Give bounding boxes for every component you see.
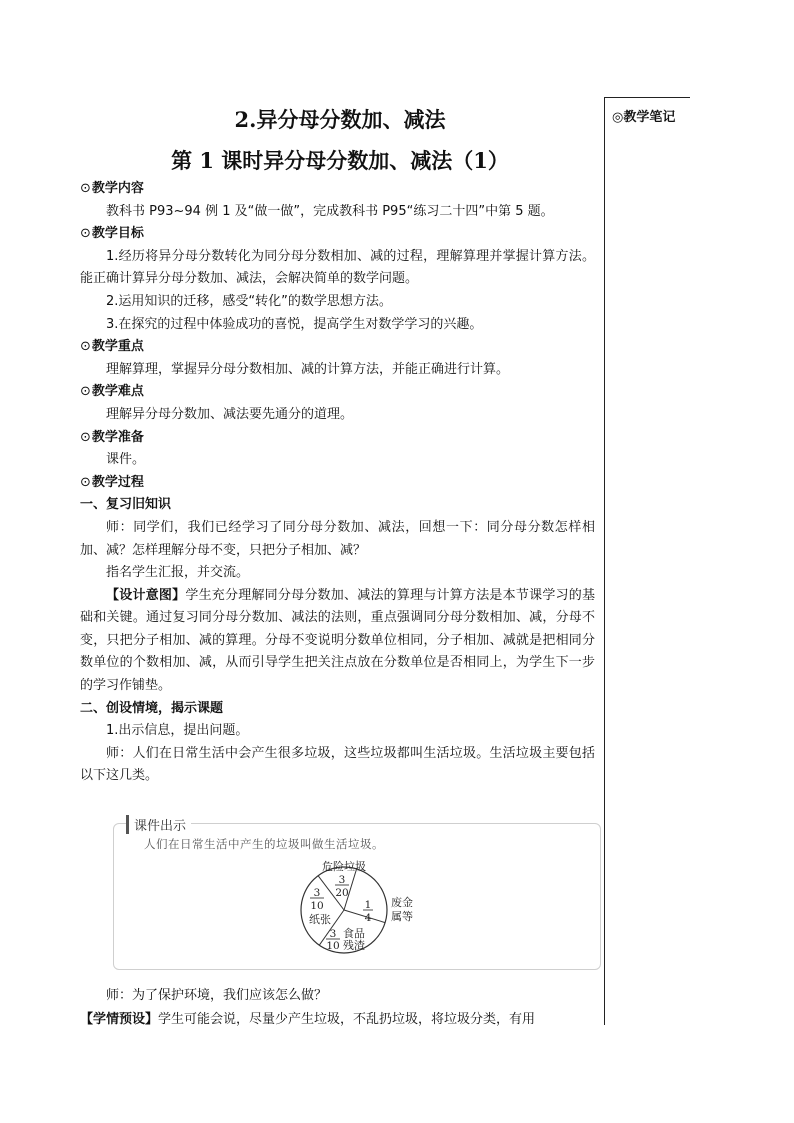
situation-preview-label: 【学情预设】 <box>80 1012 159 1027</box>
after-paragraph-1: 师：为了保护环境，我们应该怎么做？ <box>106 988 328 1003</box>
key-text: 理解算理，掌握异分母分数相加、减的计算方法，并能正确进行计算。 <box>106 361 510 377</box>
lesson-continuation <box>80 984 595 1032</box>
slice-numerator-metal: 1 <box>364 899 372 911</box>
slice-denominator-metal: 4 <box>364 912 372 924</box>
goal-item-2: 2.运用知识的迁移，感受“转化”的数学思想方法。 <box>106 293 392 309</box>
situation-preview-text: 学生可能会说，尽量少产生垃圾，不乱扔垃圾，将垃圾分类，有用 <box>158 1012 536 1027</box>
page-title: 2.异分母分数加、减法 <box>234 107 446 132</box>
figure-tab-label: 课件出示 <box>126 815 191 834</box>
slice-label-danger: 危险垃圾 <box>322 860 366 873</box>
part2-paragraph-1: 1.出示信息，提出问题。 <box>106 723 249 739</box>
part2-paragraph-2: 师：人们在日常生活中会产生很多垃圾，这些垃圾都叫生活垃圾。生活垃圾主要包括以下这几类。 <box>80 745 595 784</box>
design-intent <box>80 585 595 698</box>
section-heading-key: ⊙教学重点 <box>80 339 144 355</box>
notes-column-divider <box>604 97 605 1025</box>
goal-item-3: 3.在探究的过程中体验成功的喜悦，提高学生对数学学习的兴趣。 <box>106 316 483 332</box>
lesson-subtitle: 第 1 课时异分母分数加、减法（1） <box>171 148 509 173</box>
slice-numerator-paper: 3 <box>313 887 321 899</box>
slice-denominator-food: 10 <box>326 940 340 952</box>
part1-paragraph-2: 指名学生汇报，并交流。 <box>106 565 250 581</box>
section-marker-icon: ⊙ <box>80 226 91 242</box>
notes-header-rule <box>604 97 690 98</box>
slice-denominator-danger: 20 <box>335 887 349 899</box>
teaching-notes-label: ◎教学笔记 <box>612 110 676 125</box>
garbage-pie-chart <box>114 824 600 969</box>
slice-label-metal-1: 废金 <box>391 896 413 909</box>
part1-heading: 一、复习旧知识 <box>80 497 172 513</box>
design-intent-text: 学生充分理解同分母分数加、减法的算理与计算方法是本节课学习的基础和关键。通过复习同分母分数加、减法的法则，重点强调同分母分数相加、减，分母不变，只把分子相加、减的算理。分母不变说明分数单位相同，分子相加、减就是把相同分数单位的个数相加、减，从而引导学生把关注点放在分数单位是否相同上，为学生下一步的学习作铺垫。 <box>80 587 595 694</box>
part1-paragraph-1: 师：同学们，我们已经学习了同分母分数加、减法，回想一下：同分母分数怎样相加、减？怎样理解分母不变，只把分子相加、减？ <box>80 519 595 558</box>
difficulty-text: 理解异分母分数加、减法要先通分的道理。 <box>106 406 354 422</box>
slice-label-metal-2: 属等 <box>391 910 413 923</box>
slice-numerator-food: 3 <box>329 928 337 940</box>
figure-caption: 人们在日常生活中产生的垃圾叫做生活垃圾。 <box>144 837 384 851</box>
after-paragraph-2 <box>80 1008 595 1032</box>
section-marker-icon: ⊙ <box>80 384 91 400</box>
slice-label-food-2: 残渣 <box>343 939 365 952</box>
section-marker-icon: ⊙ <box>80 429 91 445</box>
section-heading-difficulty: ⊙教学难点 <box>80 384 144 400</box>
section-marker-icon: ⊙ <box>80 339 91 355</box>
section-heading-content: ⊙教学内容 <box>80 181 144 196</box>
slice-numerator-danger: 3 <box>338 874 346 886</box>
content-text: 教科书 P93~94 例 1 及“做一做”，完成教科书 P95“练习二十四”中第 5 题。 <box>106 203 554 219</box>
slice-denominator-paper: 10 <box>310 900 324 912</box>
goal-item-1: 1.经历将异分母分数转化为同分母分数相加、减的过程，理解算理并掌握计算方法。能正确计算异分母分数加、减法，会解决简单的数学问题。 <box>80 248 595 287</box>
section-heading-prep: ⊙教学准备 <box>80 429 144 445</box>
section-heading-process: ⊙教学过程 <box>80 474 144 490</box>
slice-label-food-1: 食品 <box>343 927 365 940</box>
courseware-figure <box>113 819 601 970</box>
section-heading-goals: ⊙教学目标 <box>80 226 144 242</box>
part2-heading: 二、创设情境，揭示课题 <box>80 700 224 716</box>
design-intent-label: 【设计意图】 <box>106 587 186 603</box>
section-marker-icon: ⊙ <box>80 181 91 196</box>
section-marker-icon: ⊙ <box>80 474 91 490</box>
lesson-body <box>80 178 595 788</box>
slice-label-paper: 纸张 <box>309 913 331 926</box>
prep-text: 课件。 <box>106 452 146 468</box>
